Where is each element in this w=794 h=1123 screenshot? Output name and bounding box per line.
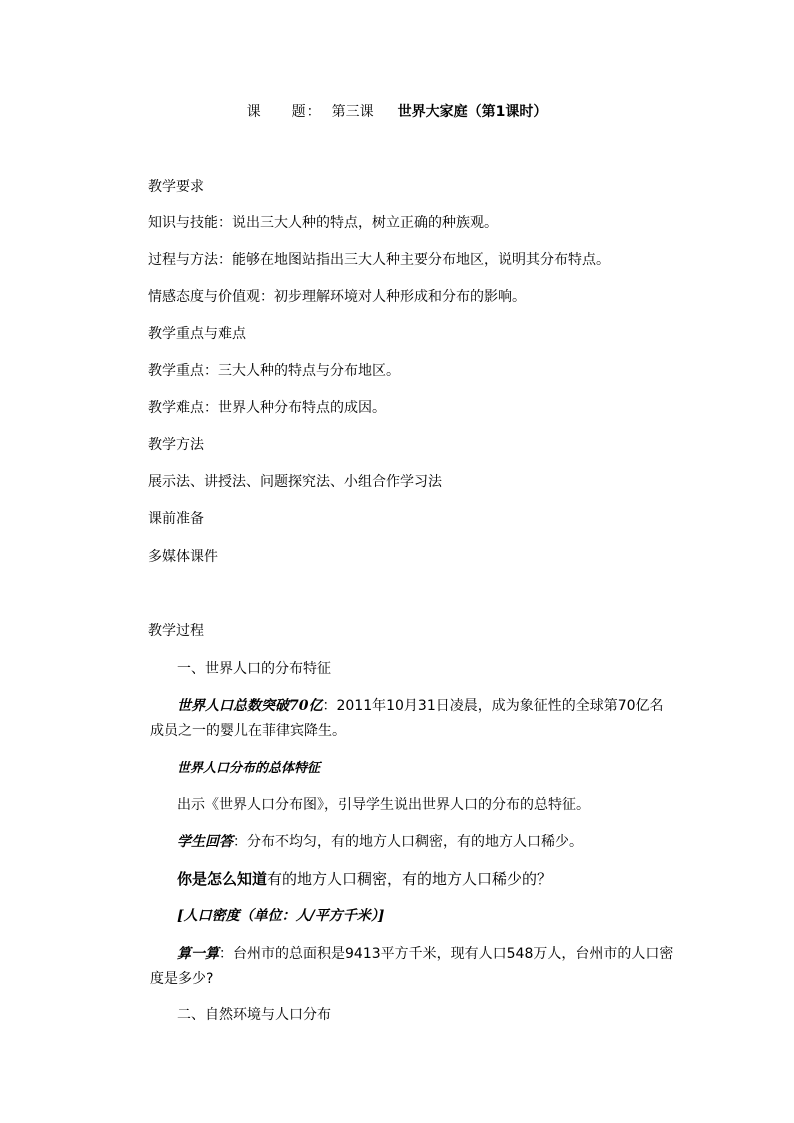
calc-label: 算一算 — [177, 946, 219, 962]
fact-label: 世界人口总数突破70亿 — [177, 698, 323, 714]
attitude-objective: 情感态度与价值观：初步理解环境对人种形成和分布的影响。 — [148, 289, 526, 305]
part1-heading: 一、世界人口的分布特征 — [177, 661, 331, 677]
fact-paragraph-line1 — [177, 697, 664, 715]
calc-text-1: ：台州市的总面积是9413平方千米，现有人口548万人，台州市的人口密 — [219, 946, 674, 962]
question-paragraph — [177, 870, 552, 888]
page-title — [0, 103, 794, 121]
calc-paragraph-line1 — [177, 945, 673, 963]
prep-heading: 课前准备 — [148, 511, 204, 527]
answer-paragraph — [177, 833, 583, 851]
calc-text-2: 度是多少? — [150, 971, 214, 987]
prep-text: 多媒体课件 — [148, 549, 218, 565]
density-formula: [人口密度（单位：人/平方千米）] — [177, 908, 385, 924]
title-lesson: 第三课 — [331, 104, 374, 120]
requirements-heading: 教学要求 — [148, 179, 204, 195]
question-rest: 有的地方人口稠密，有的地方人口稀少的？ — [267, 870, 553, 888]
part2-heading: 二、自然环境与人口分布 — [177, 1007, 331, 1023]
process-heading: 教学过程 — [148, 623, 204, 639]
knowledge-objective: 知识与技能：说出三大人种的特点，树立正确的种族观。 — [148, 215, 498, 231]
difficulty-point: 教学难点：世界人种分布特点的成因。 — [148, 400, 386, 416]
key-point: 教学重点：三大人种的特点与分布地区。 — [148, 363, 400, 379]
title-label: 课 题： — [246, 104, 322, 120]
process-objective: 过程与方法：能够在地图站指出三大人种主要分布地区，说明其分布特点。 — [148, 252, 610, 268]
method-heading: 教学方法 — [148, 437, 204, 453]
methods-text: 展示法、讲授法、问题探究法、小组合作学习法 — [148, 474, 442, 490]
show-text: 出示《世界人口分布图》，引导学生说出世界人口的分布的总特征。 — [177, 797, 590, 813]
overall-heading: 世界人口分布的总体特征 — [177, 761, 321, 776]
answer-label: 学生回答 — [177, 834, 233, 850]
fact-text-2: 成员之一的婴儿在菲律宾降生。 — [150, 723, 346, 739]
key-heading: 教学重点与难点 — [148, 326, 246, 342]
answer-text: ：分布不均匀，有的地方人口稠密，有的地方人口稀少。 — [233, 834, 583, 850]
title-name: 世界大家庭（第1课时） — [397, 104, 548, 120]
question-bold: 你是怎么知道 — [177, 870, 268, 888]
fact-text-1: ：2011年10月31日凌晨，成为象征性的全球第70亿名 — [322, 698, 664, 714]
